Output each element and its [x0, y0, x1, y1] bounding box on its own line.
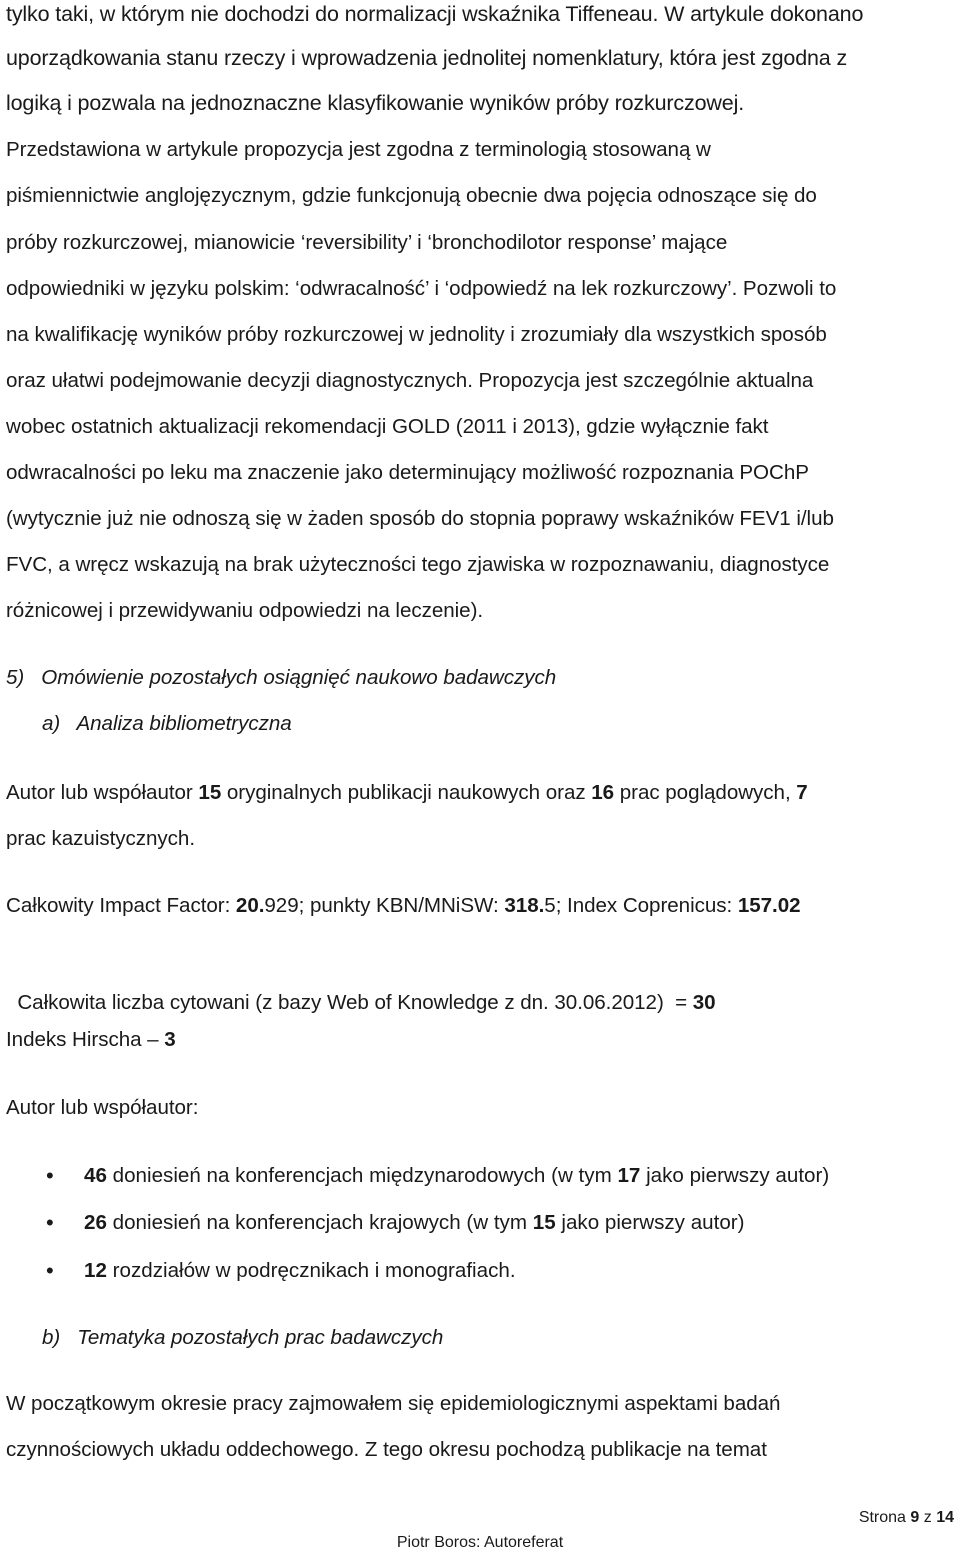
hirsch-index-line: Indeks Hirscha – 3 [6, 1028, 176, 1051]
subsection-heading: a) Analiza bibliometryczna [42, 712, 292, 735]
paragraph-line: wobec ostatnich aktualizacji rekomendacji GOLD (2011 i 2013), gdzie wyłącznie fakt [6, 415, 769, 438]
paragraph-line: oraz ułatwi podejmowanie decyzji diagnostycznych. Propozycja jest szczególnie aktualna [6, 369, 814, 392]
list-item: 12 rozdziałów w podręcznikach i monografiach. [84, 1259, 516, 1282]
list-item: 26 doniesień na konferencjach krajowych (w tym 15 jako pierwszy autor) [84, 1211, 745, 1234]
paragraph-line: piśmiennictwie anglojęzycznym, gdzie funkcjonują obecnie dwa pojęcia odnoszące się do [6, 184, 817, 207]
subsection-heading: b) Tematyka pozostałych prac badawczych [42, 1326, 444, 1349]
impact-factor-line: Całkowity Impact Factor: 20.929; punkty KBN/MNiSW: 318.5; Index Coprenicus: 157.02 [6, 894, 801, 917]
paragraph-line: na kwalifikację wyników próby rozkurczowej w jednolity i zrozumiały dla wszystkich sposób [6, 323, 827, 346]
section-heading: 5) Omówienie pozostałych osiągnięć naukowo badawczych [6, 666, 557, 689]
bullet-icon: • [46, 1210, 54, 1235]
paragraph-line: odwracalności po leku ma znaczenie jako determinujący możliwość rozpoznania POChP [6, 461, 809, 484]
paragraph-line: (wytycznie już nie odnoszą się w żaden sposób do stopnia poprawy wskaźników FEV1 i/lub [6, 507, 834, 530]
list-item: 46 doniesień na konferencjach międzynarodowych (w tym 17 jako pierwszy autor) [84, 1164, 830, 1187]
paragraph-line: odpowiedniki w języku polskim: ‘odwracalność’ i ‘odpowiedź na lek rozkurczowy’. Pozwoli to [6, 277, 837, 300]
paragraph-line: czynnościowych układu oddechowego. Z tego okresu pochodzą publikacje na temat [6, 1438, 767, 1461]
paragraph-line: W początkowym okresie pracy zajmowałem się epidemiologicznymi aspektami badań [6, 1392, 781, 1415]
paragraph-line: tylko taki, w którym nie dochodzi do normalizacji wskaźnika Tiffeneau. W artykule dokonano [6, 2, 864, 26]
bullet-icon: • [46, 1258, 54, 1283]
footer-author: Piotr Boros: Autoreferat [396, 1534, 564, 1551]
paragraph-line: logiką i pozwala na jednoznaczne klasyfikowanie wyników próby rozkurczowej. [6, 91, 745, 115]
paragraph-line: FVC, a wręcz wskazują na brak użyteczności tego zjawiska w rozpoznawaniu, diagnostyce [6, 553, 830, 576]
paragraph-line: różnicowej i przewidywaniu odpowiedzi na leczenie). [6, 599, 484, 622]
paragraph-line: próby rozkurczowej, mianowicie ‘reversibility’ i ‘bronchodilotor response’ mające [6, 231, 728, 254]
citations-line: Całkowita liczba cytowani (z bazy Web of Knowledge z dn. 30.06.2012) = 30 [17, 991, 716, 1014]
bullet-icon: • [46, 1163, 54, 1188]
publication-summary: Autor lub współautor 15 oryginalnych publikacji naukowych oraz 16 prac poglądowych, 7 [6, 781, 808, 804]
author-label: Autor lub współautor: [6, 1096, 199, 1119]
publication-summary-cont: prac kazuistycznych. [6, 827, 195, 850]
paragraph-line: uporządkowania stanu rzeczy i wprowadzenia jednolitej nomenklatury, która jest zgodna z [6, 46, 848, 70]
paragraph-line: Przedstawiona w artykule propozycja jest zgodna z terminologią stosowaną w [6, 138, 711, 161]
page-number: Strona 9 z 14 [858, 1509, 954, 1526]
